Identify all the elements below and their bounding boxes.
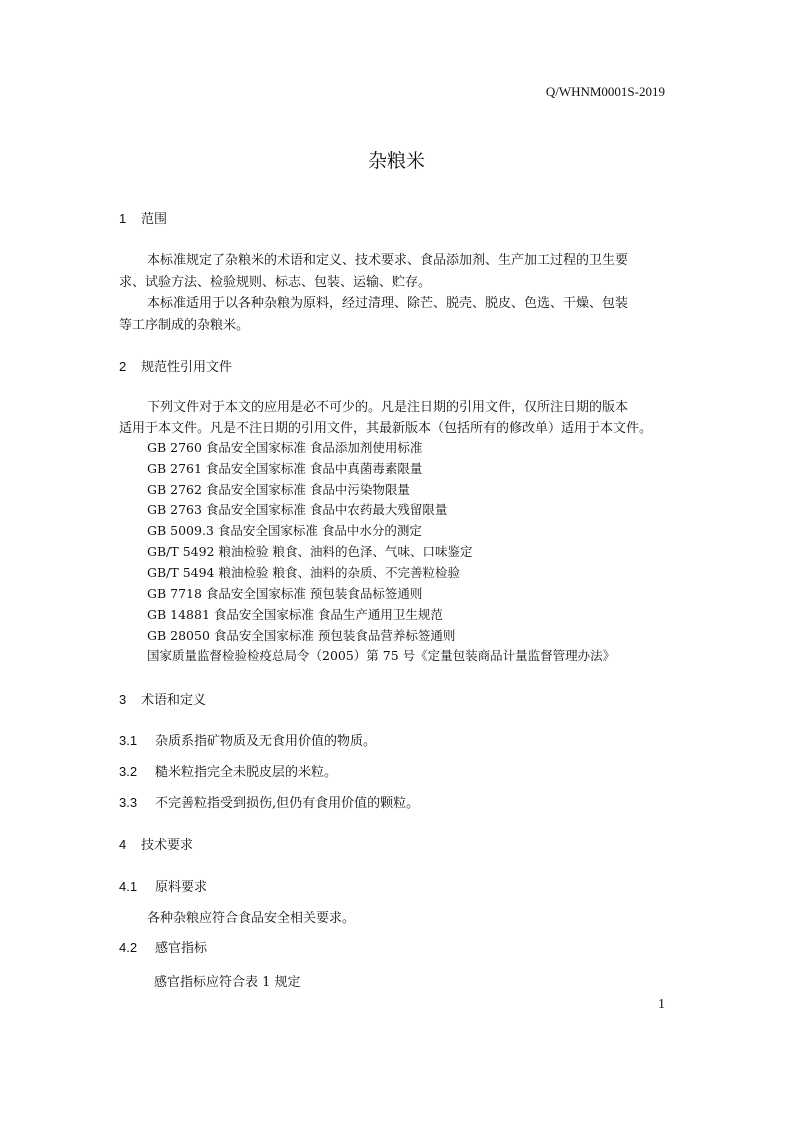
- paragraph-line: 感官指标应符合表 1 规定: [154, 975, 301, 990]
- paragraph-line: 求、试验方法、检验规则、标志、包装、运输、贮存。: [119, 275, 432, 290]
- term-text: 不完善粒指受到损伤,但仍有食用价值的颗粒。: [155, 796, 420, 811]
- subsection-number: 4.1: [119, 879, 138, 894]
- term-number: 3.1: [119, 733, 138, 748]
- paragraph-line: 下列文件对于本文的应用是必不可少的。凡是注日期的引用文件，仅所注日期的版本: [147, 400, 629, 415]
- reference-item: GB 5009.3 食品安全国家标准 食品中水分的测定: [147, 523, 422, 538]
- section-title: 术语和定义: [141, 693, 207, 708]
- paragraph-line: 本标准规定了杂粮米的术语和定义、技术要求、食品添加剂、生产加工过程的卫生要: [147, 253, 629, 268]
- reference-item: GB 2760 食品安全国家标准 食品添加剂使用标准: [147, 440, 423, 455]
- section-2-heading: [119, 356, 232, 375]
- document-code: Q/WHNM0001S-2019: [545, 84, 665, 99]
- reference-item: GB 28050 食品安全国家标准 预包装食品营养标签通则: [147, 628, 456, 643]
- paragraph-line: 等工序制成的杂粮米。: [119, 318, 250, 333]
- page-number: 1: [658, 997, 665, 1012]
- document-title: 杂粮米: [367, 150, 425, 172]
- section-4-heading: [119, 834, 193, 853]
- paragraph-line: 本标准适用于以各种杂粮为原料，经过清理、除芒、脱壳、脱皮、色选、干燥、包装: [147, 296, 629, 311]
- section-number: 3: [119, 692, 127, 707]
- section-number: 2: [119, 359, 127, 374]
- term-definition: [119, 761, 337, 780]
- term-number: 3.2: [119, 764, 138, 779]
- term-text: 杂质系指矿物质及无食用价值的物质。: [155, 734, 377, 749]
- subsection-number: 4.2: [119, 940, 138, 955]
- term-definition: [119, 730, 376, 749]
- subsection-title: 原料要求: [155, 880, 208, 895]
- paragraph-line: 各种杂粮应符合食品安全相关要求。: [147, 911, 356, 926]
- subsection-4-2-heading: [119, 937, 207, 956]
- section-title: 范围: [141, 212, 168, 227]
- section-number: 1: [119, 211, 127, 226]
- term-text: 糙米粒指完全未脱皮层的米粒。: [155, 765, 338, 780]
- reference-item: GB/T 5492 粮油检验 粮食、油料的色泽、气味、口味鉴定: [147, 544, 473, 559]
- section-number: 4: [119, 837, 127, 852]
- reference-item: GB 7718 食品安全国家标准 预包装食品标签通则: [147, 586, 423, 601]
- reference-item: GB 2762 食品安全国家标准 食品中污染物限量: [147, 482, 410, 497]
- term-number: 3.3: [119, 795, 138, 810]
- paragraph-line: 适用于本文件。凡是不注日期的引用文件，其最新版本（包括所有的修改单）适用于本文件。: [119, 421, 653, 436]
- subsection-4-1-heading: [119, 876, 207, 895]
- term-definition: [119, 792, 419, 811]
- reference-item: 国家质量监督检验检疫总局令（2005）第 75 号《定量包装商品计量监督管理办法》: [147, 648, 616, 663]
- reference-item: GB 14881 食品安全国家标准 食品生产通用卫生规范: [147, 607, 443, 622]
- section-title: 技术要求: [141, 838, 194, 853]
- section-1-heading: [119, 208, 167, 227]
- section-3-heading: [119, 689, 206, 708]
- reference-item: GB 2763 食品安全国家标准 食品中农药最大残留限量: [147, 502, 448, 517]
- reference-item: GB 2761 食品安全国家标准 食品中真菌毒素限量: [147, 461, 423, 476]
- subsection-title: 感官指标: [155, 941, 208, 956]
- section-title: 规范性引用文件: [141, 360, 233, 375]
- reference-item: GB/T 5494 粮油检验 粮食、油料的杂质、不完善粒检验: [147, 565, 460, 580]
